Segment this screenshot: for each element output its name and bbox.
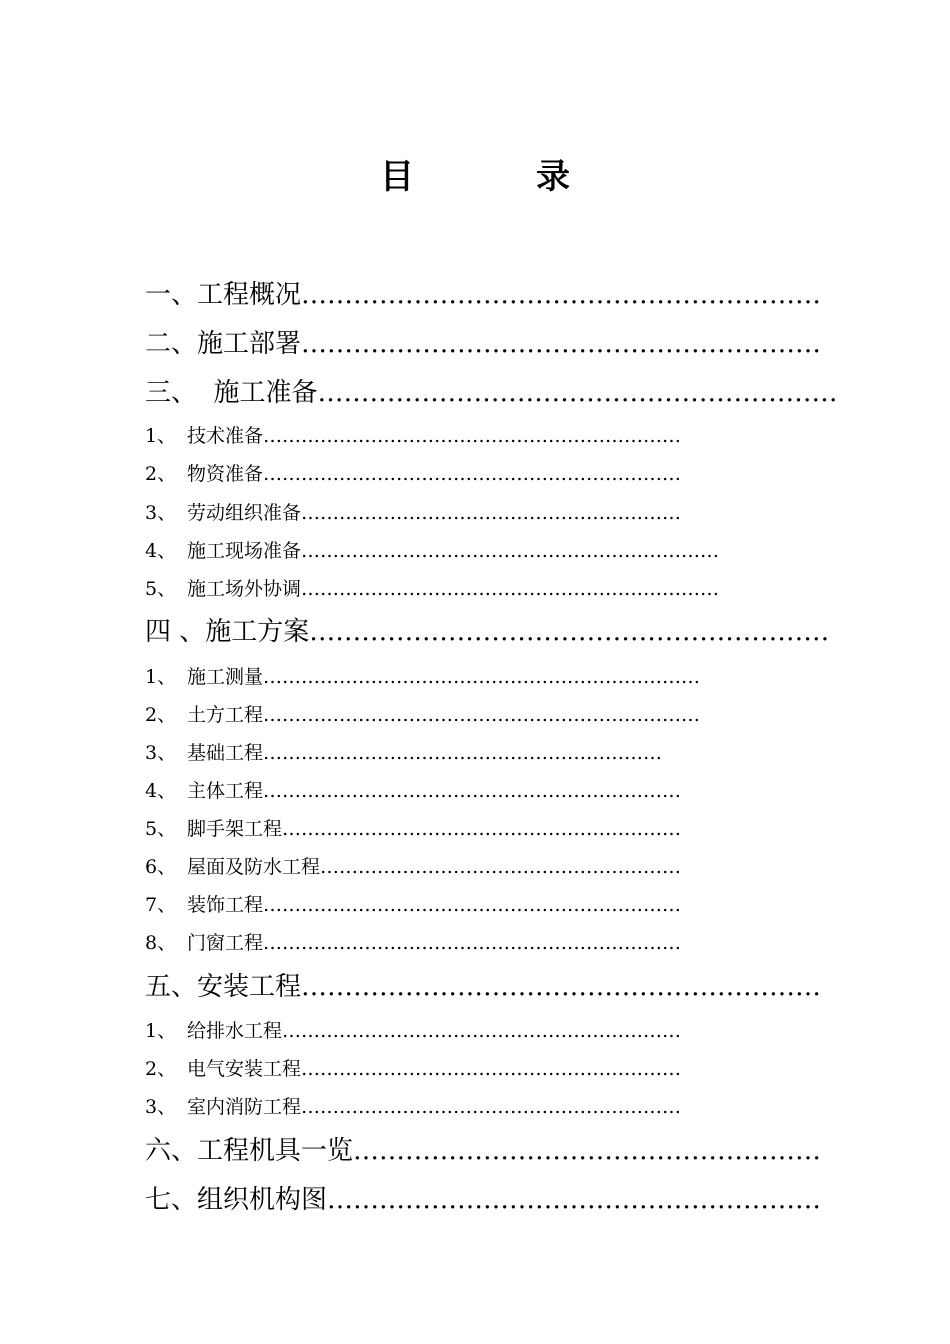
toc-leader: ………………………………………………………… <box>263 463 682 485</box>
toc-number: 2、 <box>145 1058 177 1080</box>
toc-number: 一、 <box>145 280 198 310</box>
toc-entry-6[interactable] <box>145 1133 821 1169</box>
toc-text: 室内消防工程 <box>187 1096 302 1118</box>
toc-number: 2、 <box>145 463 177 485</box>
toc-leader: ……………………………………………………… <box>282 1020 682 1042</box>
toc-number: 5、 <box>145 578 177 600</box>
toc-text: 施工准备 <box>213 378 318 408</box>
toc-leader: …………………………………………………… <box>301 1096 682 1118</box>
toc-number: 二、 <box>145 329 198 359</box>
toc-entry-3-4[interactable] <box>145 537 719 565</box>
toc-text: 屋面及防水工程 <box>187 856 321 878</box>
toc-text: 工程概况 <box>197 280 302 310</box>
toc-entry-3-2[interactable] <box>145 460 681 488</box>
toc-number: 4、 <box>145 540 177 562</box>
toc-number: 3、 <box>145 502 177 524</box>
toc-entry-4-1[interactable] <box>145 663 700 691</box>
toc-text: 脚手架工程 <box>187 818 283 840</box>
toc-number: 1、 <box>145 1020 177 1042</box>
toc-number: 6、 <box>145 856 177 878</box>
toc-text: 施工测量 <box>187 666 264 688</box>
toc-leader: …………………………………………………………… <box>263 666 701 688</box>
toc-text: 土方工程 <box>187 704 264 726</box>
toc-leader: ………………………………………………… <box>320 856 682 878</box>
toc-leader: ……………………………………………………… <box>263 742 663 764</box>
toc-leader: …………………………………………………… <box>301 972 822 1002</box>
toc-text: 主体工程 <box>187 780 264 802</box>
toc-entry-3-1[interactable] <box>145 422 681 450</box>
toc-text: 安装工程 <box>197 972 302 1002</box>
toc-entry-1[interactable] <box>145 277 821 313</box>
toc-text: 门窗工程 <box>187 932 264 954</box>
toc-number: 8、 <box>145 932 177 954</box>
toc-number: 四 、 <box>145 617 206 647</box>
toc-text: 施工部署 <box>197 329 302 359</box>
toc-number: 三、 <box>145 378 214 408</box>
toc-entry-4-7[interactable] <box>145 891 681 919</box>
toc-entry-3-5[interactable] <box>145 575 719 603</box>
toc-leader: …………………………………………………………… <box>263 704 701 726</box>
toc-leader: ……………………………………………… <box>353 1136 822 1166</box>
toc-leader: ………………………………………………………… <box>263 894 682 916</box>
toc-number: 七、 <box>145 1185 198 1215</box>
toc-number: 3、 <box>145 742 177 764</box>
toc-text: 给排水工程 <box>187 1020 283 1042</box>
toc-text: 装饰工程 <box>187 894 264 916</box>
toc-entry-5-3[interactable] <box>145 1093 681 1121</box>
toc-entry-4-3[interactable] <box>145 739 662 767</box>
toc-leader: …………………………………………………… <box>301 329 822 359</box>
toc-leader: ………………………………………………………… <box>301 540 720 562</box>
toc-number: 3、 <box>145 1096 177 1118</box>
toc-leader: ………………………………………………………… <box>263 932 682 954</box>
toc-entry-5-1[interactable] <box>145 1017 681 1045</box>
toc-text: 基础工程 <box>187 742 264 764</box>
toc-entry-5[interactable] <box>145 969 821 1005</box>
toc-text: 技术准备 <box>187 425 264 447</box>
toc-leader: ………………………………………………………… <box>301 578 720 600</box>
toc-text: 劳动组织准备 <box>187 502 302 524</box>
toc-entry-3-3[interactable] <box>145 499 681 527</box>
toc-entry-5-2[interactable] <box>145 1055 681 1083</box>
toc-leader: …………………………………………………… <box>301 1058 682 1080</box>
toc-text: 工程机具一览 <box>197 1136 354 1166</box>
toc-entry-4-4[interactable] <box>145 777 681 805</box>
toc-text: 物资准备 <box>187 463 264 485</box>
toc-entry-4-6[interactable] <box>145 853 681 881</box>
toc-number: 1、 <box>145 666 177 688</box>
toc-entry-4[interactable] <box>145 614 829 650</box>
toc-number: 六、 <box>145 1136 198 1166</box>
toc-number: 2、 <box>145 704 177 726</box>
toc-number: 1、 <box>145 425 177 447</box>
toc-entry-4-8[interactable] <box>145 929 681 957</box>
toc-entry-4-5[interactable] <box>145 815 681 843</box>
toc-entry-7[interactable] <box>145 1182 821 1218</box>
toc-leader: …………………………………………………… <box>317 378 838 408</box>
toc-number: 五、 <box>145 972 198 1002</box>
toc-leader: ………………………………………………………… <box>263 780 682 802</box>
toc-leader: ……………………………………………………… <box>282 818 682 840</box>
toc-text: 电气安装工程 <box>187 1058 302 1080</box>
toc-leader: ………………………………………………… <box>327 1185 822 1215</box>
page-title: 目 录 <box>380 157 614 197</box>
toc-leader: …………………………………………………… <box>301 502 682 524</box>
toc-number: 7、 <box>145 894 177 916</box>
toc-entry-2[interactable] <box>145 326 821 362</box>
toc-number: 5、 <box>145 818 177 840</box>
toc-text: 施工方案 <box>205 617 310 647</box>
toc-leader: …………………………………………………… <box>301 280 822 310</box>
toc-entry-4-2[interactable] <box>145 701 700 729</box>
toc-leader: ………………………………………………………… <box>263 425 682 447</box>
toc-text: 组织机构图 <box>197 1185 328 1215</box>
toc-number: 4、 <box>145 780 177 802</box>
toc-text: 施工场外协调 <box>187 578 302 600</box>
toc-leader: …………………………………………………… <box>309 617 830 647</box>
toc-text: 施工现场准备 <box>187 540 302 562</box>
toc-entry-3[interactable] <box>145 375 838 411</box>
